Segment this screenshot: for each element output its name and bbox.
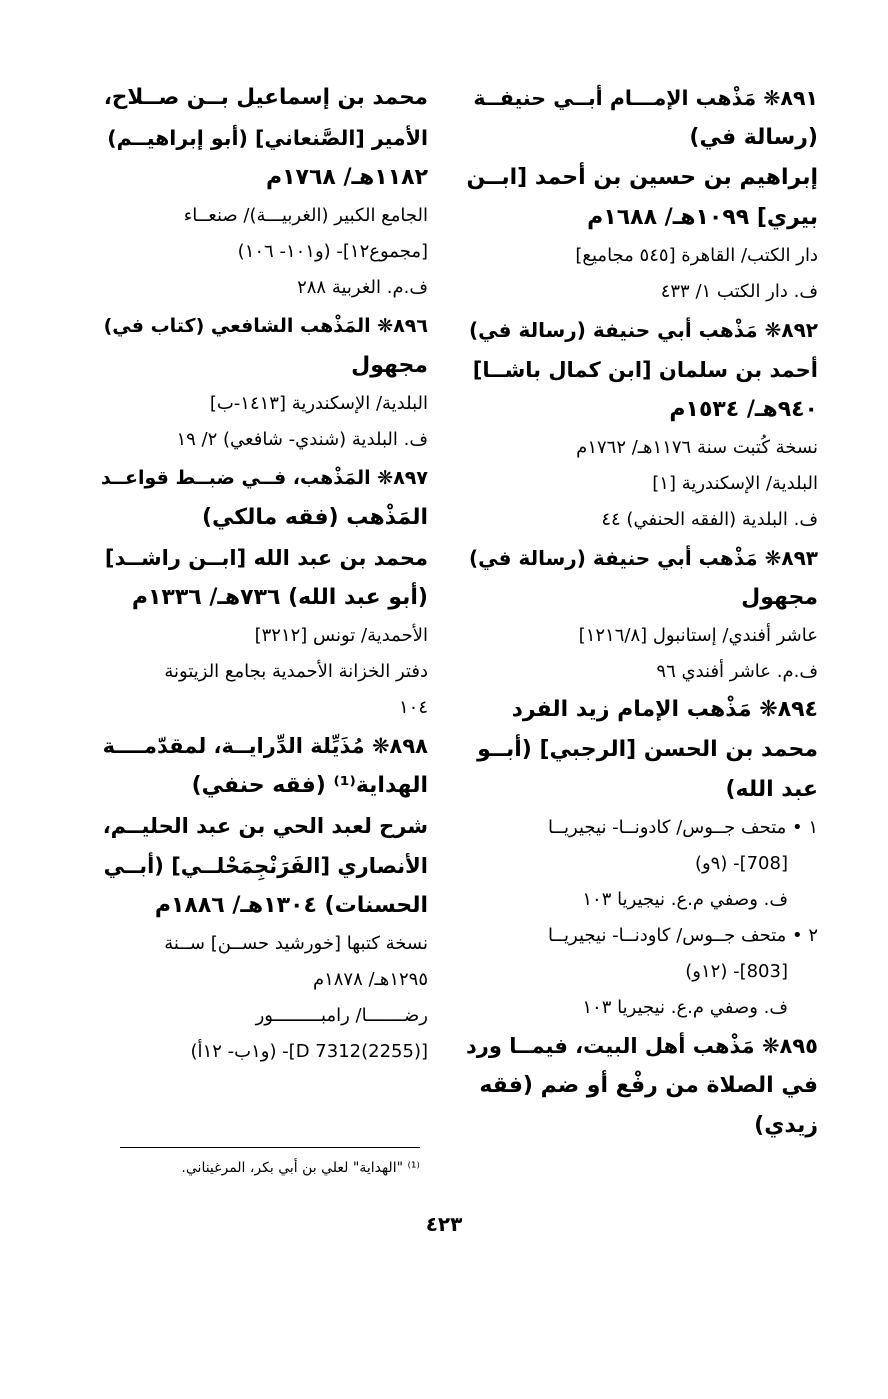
entry-line-bold: ٨٩٢❋ مَذْهب أبي حنيفة (رسالة في) <box>469 318 818 342</box>
entry-line: [مجموع١٢]- (و١٠١- ١٠٦) <box>237 241 428 262</box>
entry-line: ف.م. الغربية ٢٨٨ <box>297 277 428 298</box>
entry-line-bold: ٨٩٥❋ مَذْهب أهل البيت، فيمــا ورد <box>466 1034 818 1058</box>
entry-line: ف. وصفي م.ع. نيجيريا ١٠٣ <box>582 889 788 910</box>
entry-line-bold: محمد بن الحسن [الرجبي] (أبــو <box>477 737 818 762</box>
entry-line: الجامع الكبير (الغربيـــة)/ صنعــاء <box>183 205 428 226</box>
entry-line-bold: محمد بن عبد الله [ابــن راشــد] <box>104 546 428 570</box>
entry-line-bold: (رسالة في) <box>689 125 818 150</box>
entry-line: نسخة كُتبت سنة ١١٧٦هـ/ ١٧٦٢م <box>576 437 818 458</box>
entry-line: ف. دار الكتب ١/ ٤٣٣ <box>660 281 818 302</box>
entry-line: ف. البلدية (الفقه الحنفي) ٤٤ <box>601 509 818 530</box>
entry-line-bold: أحمد بن سلمان [ابن كمال باشــا] <box>472 358 818 382</box>
entry-line: الأحمدية/ تونس [٣٢١٢] <box>254 625 428 646</box>
footnote: ⁽¹⁾ "الهداية" لعلي بن أبي بكر، المرغيناني. <box>181 1160 420 1176</box>
entry-line: عاشر أفندي/ إستانبول [١٢١٦/٨] <box>578 625 818 646</box>
entry-line-bold: مجهول <box>351 353 428 378</box>
entry-line: دار الكتب/ القاهرة [٥٤٥ مجاميع] <box>575 245 818 266</box>
entry-line: ١٠٤ <box>398 697 428 718</box>
entry-line-bold: شرح لعبد الحي بن عبد الحليــم، <box>102 814 428 838</box>
entry-line: [708]- (٩و) <box>694 853 788 874</box>
footnote-rule <box>120 1147 420 1148</box>
entry-line-bold: ٨٩١❋ مَذْهب الإمـــام أبــي حنيفــة <box>473 86 818 110</box>
entry-line: رضـــــــا/ رامبـــــــــور <box>255 1005 428 1026</box>
entry-line: نسخة كتبها [خورشيد حســن] ســنة <box>164 933 428 954</box>
entry-line: ١ • متحف جــوس/ كادونــا- نيجيريــا <box>548 817 818 838</box>
entry-line-bold: الأمير [الصَّنعاني] (أبو إبراهيــم) <box>107 126 428 150</box>
entry-line-bold: الهداية⁽¹⁾ (فقه حنفي) <box>191 773 428 798</box>
entry-line-bold: زيدي) <box>754 1113 818 1138</box>
page-number: ٤٢٣ <box>425 1212 463 1236</box>
right-column <box>466 78 818 1146</box>
entry-line: البلدية/ الإسكندرية [١] <box>652 473 818 494</box>
entry-line: ٢ • متحف جــوس/ كاودنــا- نيجيريــا <box>548 925 818 946</box>
entry-line-bold: ١١٨٢هـ/ ١٧٦٨م <box>265 165 428 190</box>
entry-line: ف. وصفي م.ع. نيجيريا ١٠٣ <box>582 997 788 1018</box>
entry-line-bold: إبراهيم بن حسين بن أحمد [ابــن <box>466 165 818 190</box>
left-column <box>100 78 428 1070</box>
entry-line: ف.م. عاشر أفندي ٩٦ <box>656 661 818 682</box>
entry-line-bold: عبد الله) <box>725 777 818 802</box>
entry-line-bold: ٨٩٦❋ المَذْهب الشافعي (كتاب في) <box>103 315 428 337</box>
entry-line-bold: الأنصاري [الفَرَنْجِمَحْلــي] (أبــي <box>103 854 428 878</box>
entry-line-bold: بيري] ١٠٩٩هـ/ ١٦٨٨م <box>587 205 818 230</box>
entry-line-bold: (أبو عبد الله) ٧٣٦هـ/ ١٣٣٦م <box>131 585 428 610</box>
entry-line: البلدية/ الإسكندرية [١٤١٣-ب] <box>209 393 428 414</box>
entry-line-bold: محمد بن إسماعيل بــن صــلاح، <box>103 85 428 110</box>
entry-line-bold: ٨٩٤❋ مَذْهب الإمام زيد الفرد <box>511 697 818 722</box>
entry-line-bold: ٨٩٨❋ مُذَيِّلة الدِّرايــة، لمقدّمــــة <box>102 734 428 758</box>
entry-line-bold: في الصلاة من رفْع أو ضم (فقه <box>479 1073 818 1098</box>
entry-line: [803]- (١٢و) <box>685 961 788 982</box>
entry-line-bold: ٩٤٠هـ/ ١٥٣٤م <box>669 397 818 422</box>
entry-line-bold: المَذْهب (فقه مالكي) <box>201 505 428 530</box>
entry-line-bold: ٨٩٣❋ مَذْهب أبي حنيفة (رسالة في) <box>469 546 818 570</box>
entry-line: [D 7312(2255)]- (و١ب- ١٢أ) <box>190 1041 428 1062</box>
entry-line: دفتر الخزانة الأحمدية بجامع الزيتونة <box>164 661 428 682</box>
entry-line: ١٢٩٥هـ/ ١٨٧٨م <box>312 969 428 990</box>
entry-line-bold: ٨٩٧❋ المَذْهب، فــي ضبــط قواعــد <box>101 467 428 489</box>
entry-line-bold: الحسنات) ١٣٠٤هـ/ ١٨٨٦م <box>154 893 428 918</box>
entry-line-bold: مجهول <box>741 585 818 610</box>
entry-line: ف. البلدية (شندي- شافعي) ٢/ ١٩ <box>176 429 428 450</box>
